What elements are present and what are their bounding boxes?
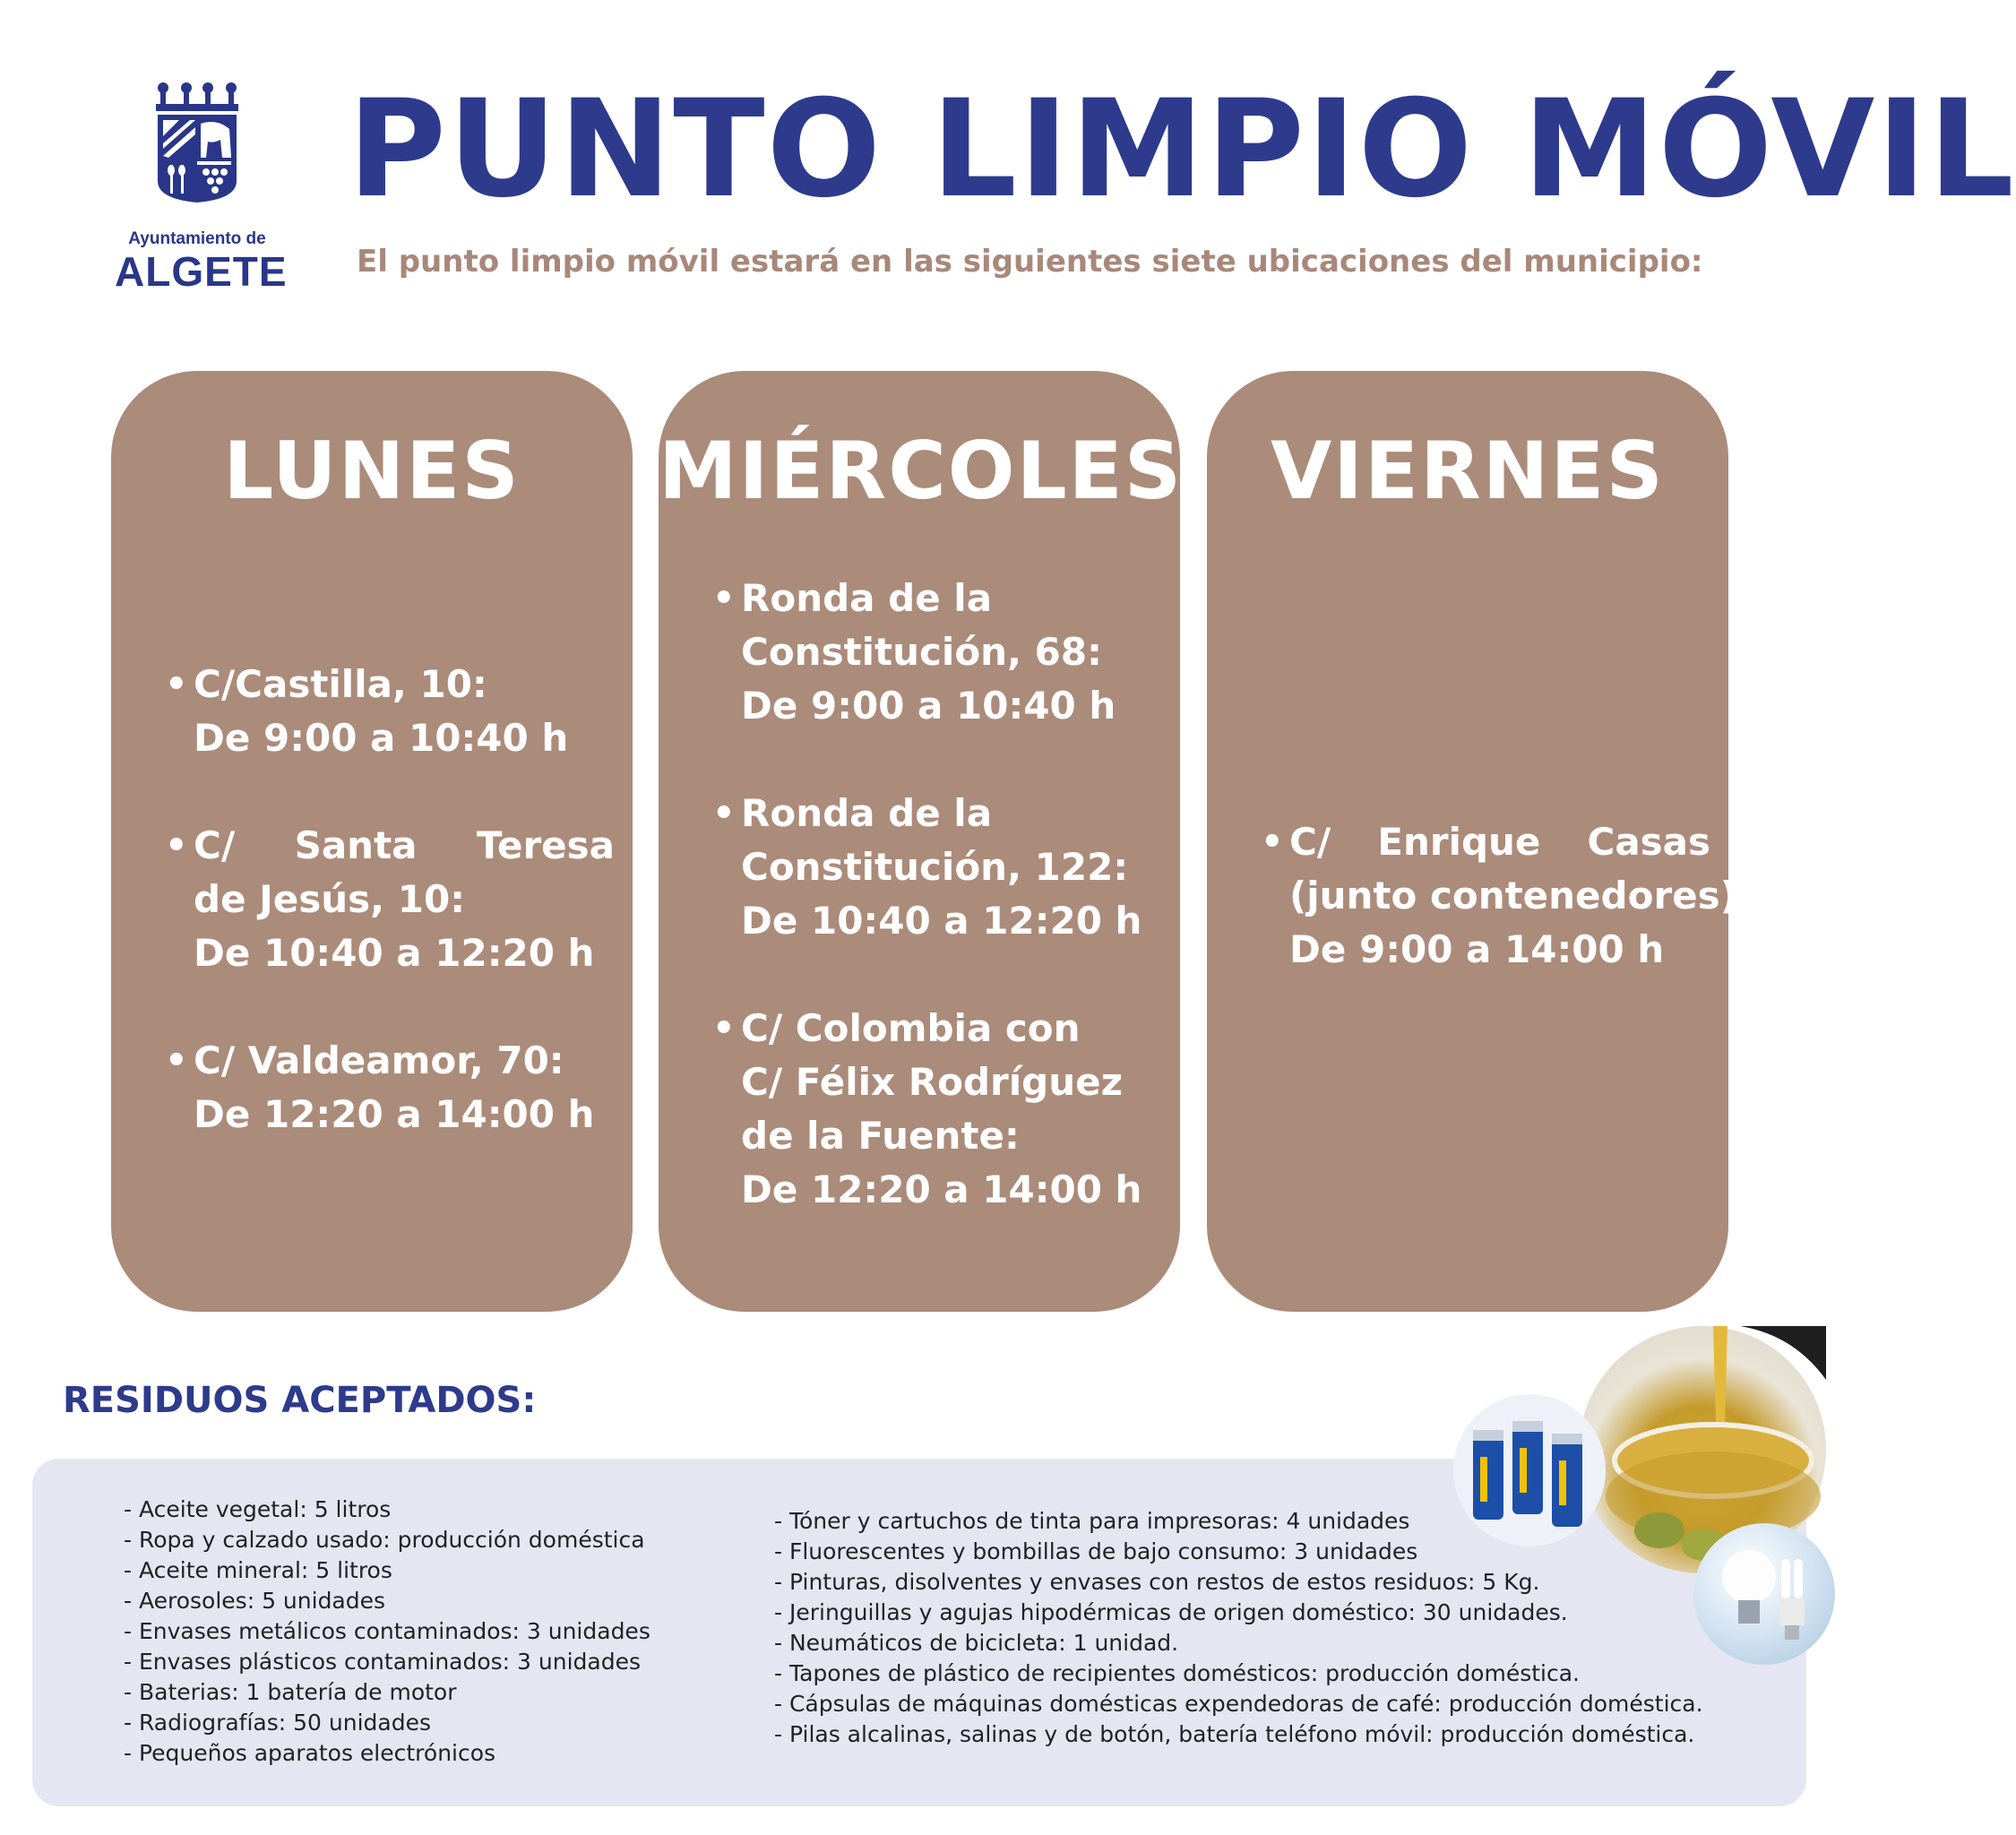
residuo-item: - Ropa y calzado usado: producción doméstica xyxy=(124,1527,645,1553)
bullet-icon: • xyxy=(165,664,188,705)
day-title: MIÉRCOLES xyxy=(659,425,1184,517)
logo-subtitle: Ayuntamiento de xyxy=(128,229,266,248)
residuo-item: - Pilas alcalinas, salinas y de botón, batería teléfono móvil: producción doméstica. xyxy=(774,1721,1695,1747)
residuo-item: - Tóner y cartuchos de tinta para impresoras: 4 unidades xyxy=(774,1508,1410,1534)
residuos-title: RESIDUOS ACEPTADOS: xyxy=(63,1380,537,1421)
residuo-item: - Pinturas, disolventes y envases con restos de estos residuos: 5 Kg. xyxy=(774,1569,1540,1595)
day-title: VIERNES xyxy=(1271,425,1665,517)
residuo-item: - Envases metálicos contaminados: 3 unidades xyxy=(124,1618,650,1644)
coat-of-arms-icon xyxy=(154,81,240,206)
bullet-icon: • xyxy=(712,578,736,619)
day-card-lunes xyxy=(111,371,633,1312)
bullet-icon: • xyxy=(165,825,188,866)
bullet-icon: • xyxy=(1261,822,1284,863)
residuo-item: - Pequeños aparatos electrónicos xyxy=(124,1740,496,1766)
residuo-item: - Radiografías: 50 unidades xyxy=(124,1710,432,1736)
residuo-item: - Baterias: 1 batería de motor xyxy=(124,1679,457,1705)
light-bulb-photo xyxy=(1693,1523,1835,1665)
residuo-item: - Envases plásticos contaminados: 3 unidades xyxy=(124,1649,642,1675)
page-subtitle: El punto limpio móvil estará en las siguientes siete ubicaciones del municipio: xyxy=(357,244,1703,280)
residuo-item: - Jeringuillas y agujas hipodérmicas de origen doméstico: 30 unidades. xyxy=(774,1599,1568,1625)
residuo-item: - Fluorescentes y bombillas de bajo consumo: 3 unidades xyxy=(774,1538,1418,1564)
residuo-item: - Aceite mineral: 5 litros xyxy=(124,1557,392,1583)
location-item: • C/Castilla, 10: De 9:00 a 10:40 h xyxy=(165,658,615,765)
bullet-icon: • xyxy=(712,793,736,834)
day-card-miercoles xyxy=(659,371,1184,1312)
residuos-list-1 xyxy=(124,1495,650,1769)
residuo-item: - Aerosoles: 5 unidades xyxy=(124,1588,386,1614)
residuo-item: - Aceite vegetal: 5 litros xyxy=(124,1496,392,1522)
bullet-icon: • xyxy=(712,1008,736,1049)
location-item: • Ronda de la Constitución, 68: De 9:00 a 10:40 h xyxy=(712,572,1162,733)
location-item: • C/ Santa Teresa de Jesús, 10: De 10:40 a 12:20 h xyxy=(165,819,615,980)
bullet-icon: • xyxy=(165,1040,188,1081)
battery-photo xyxy=(1453,1394,1606,1546)
algete-logo xyxy=(115,81,288,295)
page-title: PUNTO LIMPIO MÓVIL xyxy=(348,72,2016,228)
day-title: LUNES xyxy=(223,425,521,517)
logo-name: ALGETE xyxy=(115,248,288,295)
residuo-item: - Cápsulas de máquinas domésticas expendedoras de café: producción doméstica. xyxy=(774,1691,1703,1717)
location-item: • C/ Enrique Casas (junto contenedores): De 9:00 a 14:00 h xyxy=(1261,815,1710,977)
location-item: • Ronda de la Constitución, 122: De 10:40 a 12:20 h xyxy=(712,787,1162,948)
residuo-item: - Neumáticos de bicicleta: 1 unidad. xyxy=(774,1630,1179,1656)
residuo-item: - Tapones de plástico de recipientes domésticos: producción doméstica. xyxy=(774,1660,1580,1686)
location-item: • C/ Colombia con C/ Félix Rodríguez de la Fuente: De 12:20 a 14:00 h xyxy=(712,1002,1162,1217)
day-card-viernes xyxy=(1207,371,1753,1312)
location-item: • C/ Valdeamor, 70: De 12:20 a 14:00 h xyxy=(165,1034,615,1141)
